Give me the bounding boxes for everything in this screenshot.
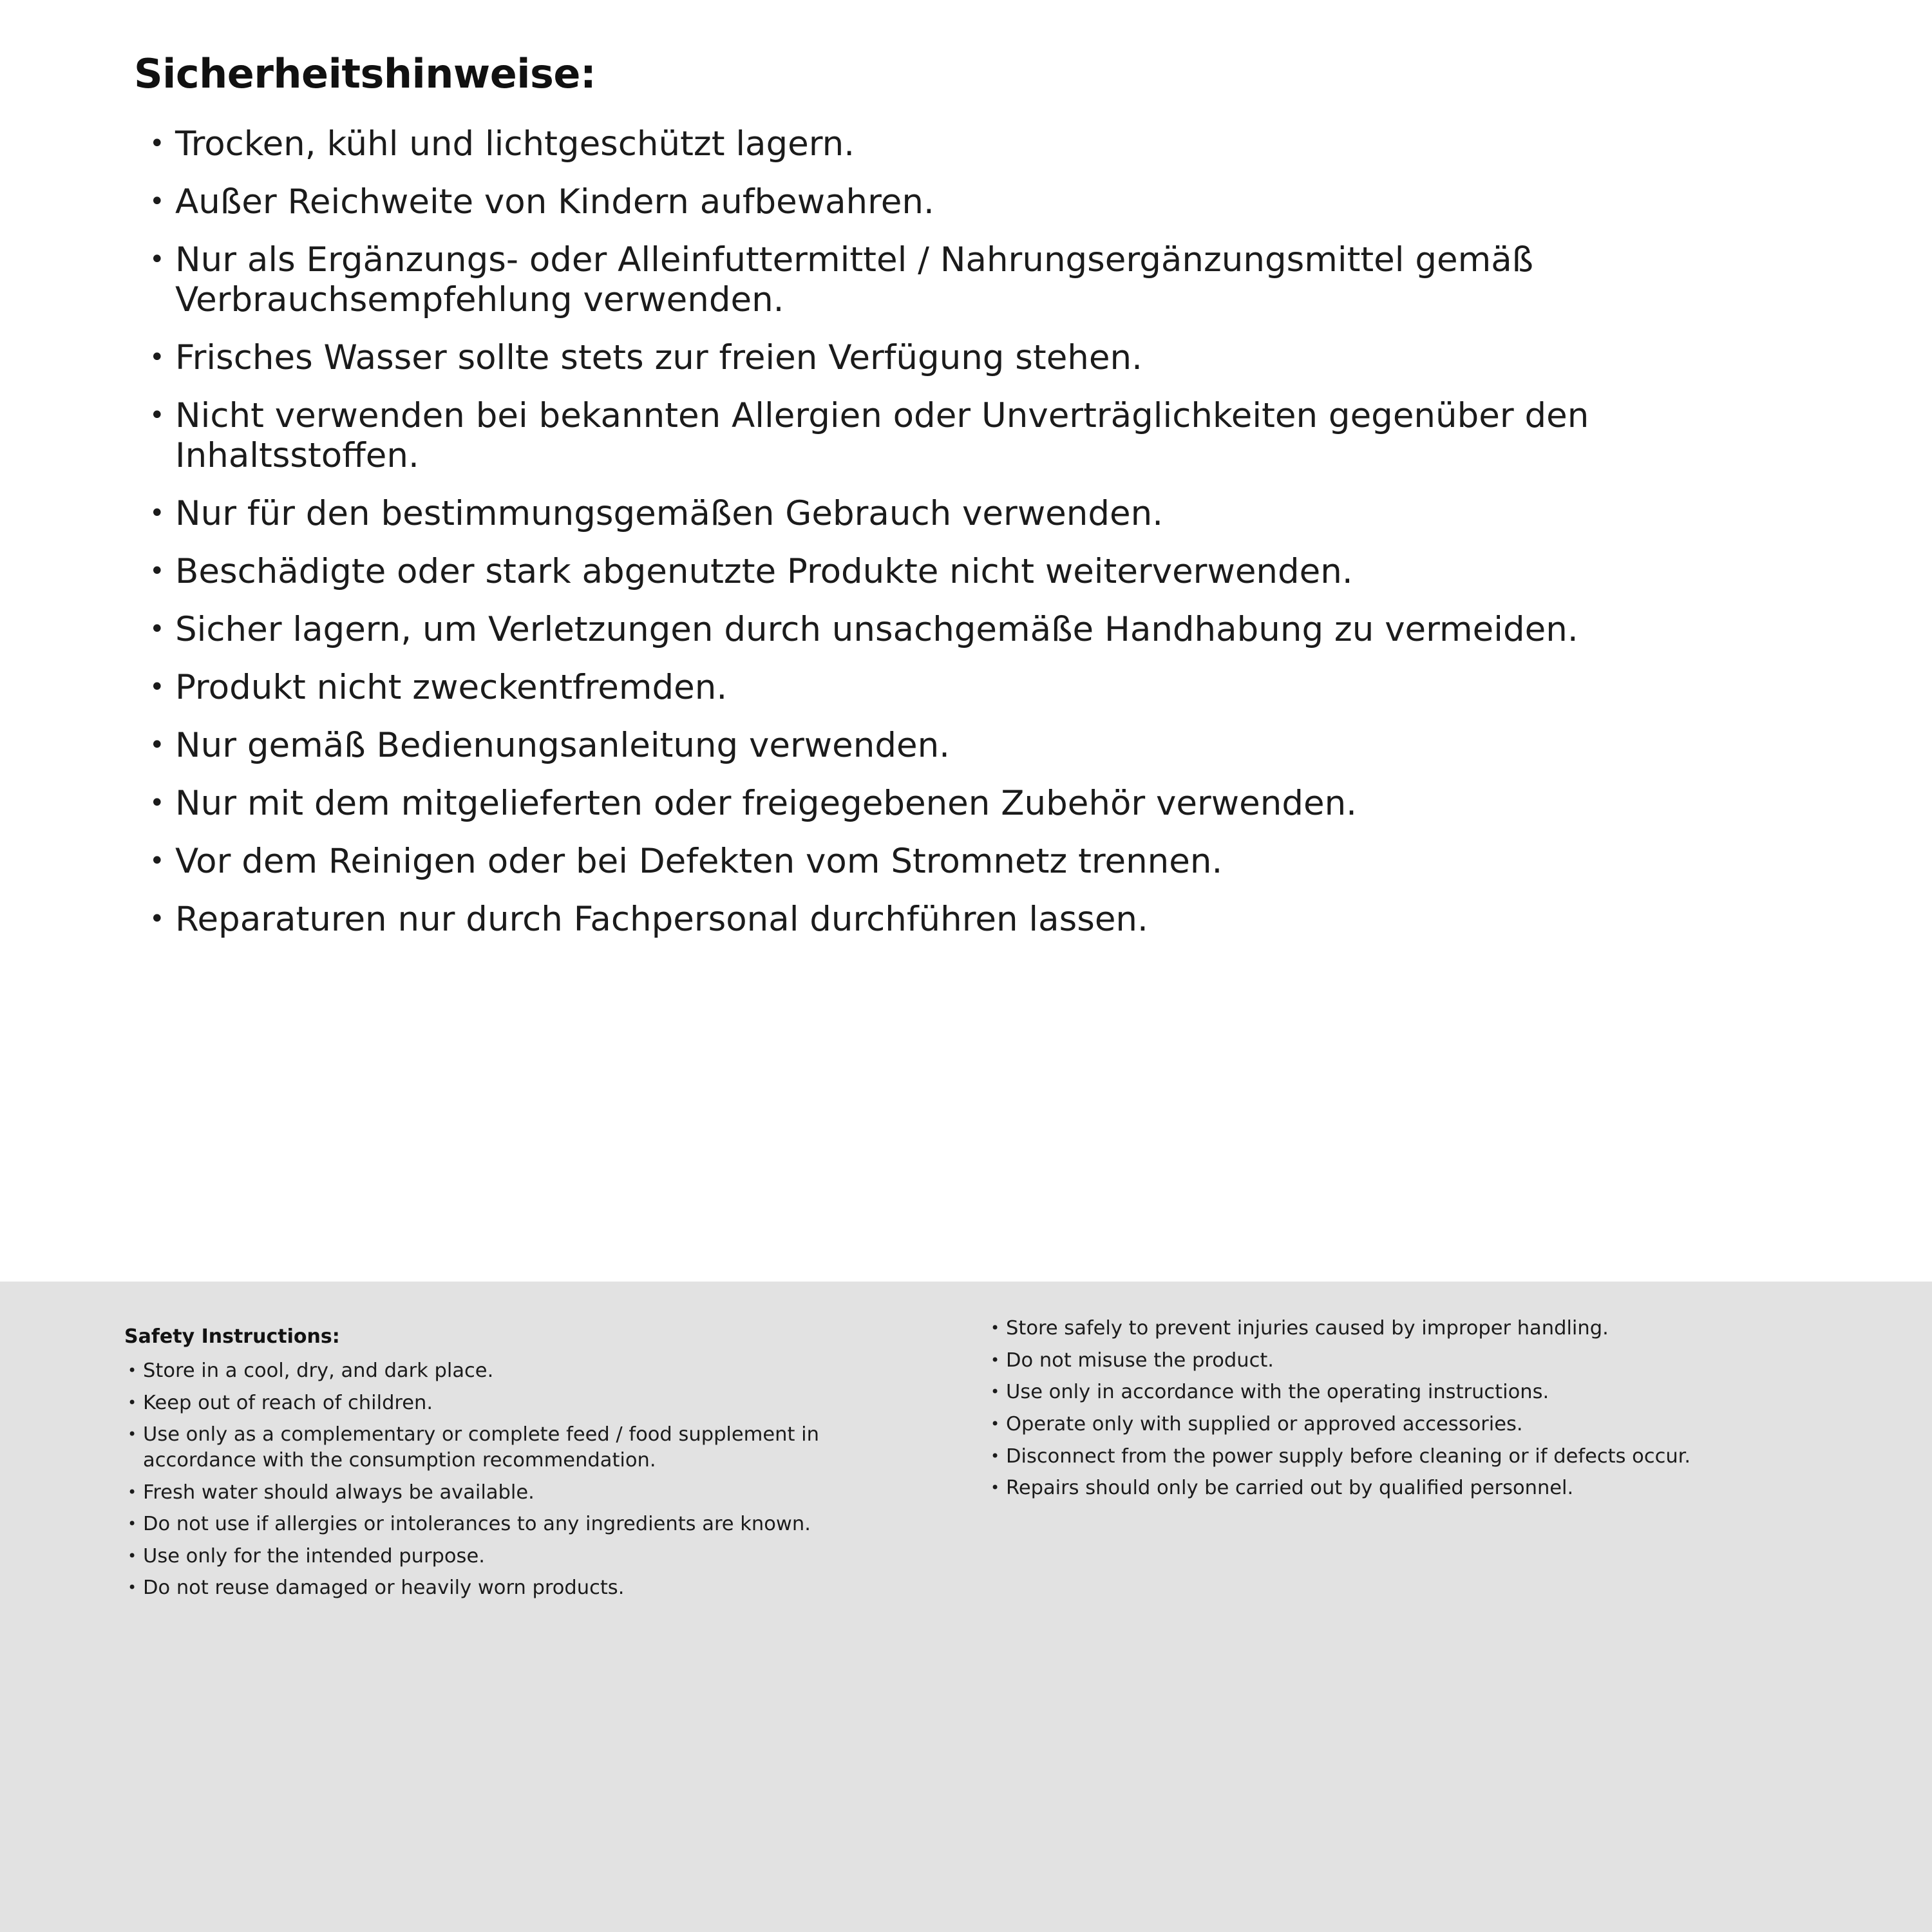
- bullet-icon: •: [149, 614, 165, 644]
- list-item-text: Sicher lagern, um Verletzungen durch unsachgemäße Handhabung zu vermeiden.: [175, 610, 1578, 649]
- list-item-text: Frisches Wasser sollte stets zur freien Verfügung stehen.: [175, 338, 1142, 377]
- list-item: [122, 1575, 927, 1601]
- english-left-column: [122, 1358, 927, 1607]
- bullet-icon: •: [128, 1546, 137, 1565]
- list-item: [122, 1511, 927, 1537]
- bullet-icon: •: [149, 904, 165, 934]
- list-item: [129, 240, 1835, 320]
- list-item: [129, 726, 1835, 766]
- bullet-icon: •: [149, 672, 165, 702]
- list-item: [129, 182, 1835, 222]
- list-item-text: Operate only with supplied or approved accessories.: [1006, 1412, 1523, 1435]
- list-item-text: Store in a cool, dry, and dark place.: [143, 1359, 494, 1382]
- list-item-text: Nur als Ergänzungs- oder Alleinfuttermittel / Nahrungsergänzungsmittel gemäß Verbrauchsempfehlung verwenden.: [175, 240, 1534, 319]
- list-item-text: Produkt nicht zweckentfremden.: [175, 668, 728, 707]
- list-item: [129, 900, 1835, 940]
- bullet-icon: •: [149, 730, 165, 760]
- list-item: [122, 1422, 927, 1473]
- list-item: [122, 1544, 927, 1569]
- list-item: [129, 124, 1835, 164]
- list-item-text: Außer Reichweite von Kindern aufbewahren.: [175, 182, 934, 222]
- bullet-icon: •: [149, 129, 165, 158]
- list-item: [129, 668, 1835, 708]
- english-section-heading: Safety Instructions:: [124, 1325, 340, 1348]
- bullet-icon: •: [128, 1393, 137, 1412]
- list-item: [985, 1316, 1790, 1341]
- list-item: [129, 784, 1835, 824]
- list-item-text: Do not misuse the product.: [1006, 1349, 1274, 1372]
- list-item: [122, 1358, 927, 1384]
- list-item-text: Use only as a complementary or complete feed / food supplement in accordance with the consumption recommendation.: [143, 1423, 819, 1472]
- list-item: [129, 610, 1835, 650]
- bullet-icon: •: [990, 1319, 1000, 1337]
- english-safety-section: [0, 1282, 1932, 1932]
- bullet-icon: •: [149, 401, 165, 430]
- bullet-icon: •: [149, 343, 165, 372]
- german-section-heading: Sicherheitshinweise:: [134, 50, 596, 97]
- list-item: [985, 1475, 1790, 1501]
- list-item-text: Do not reuse damaged or heavily worn products.: [143, 1577, 625, 1600]
- list-item: [129, 338, 1835, 378]
- list-item-text: Do not use if allergies or intolerances to any ingredients are known.: [143, 1513, 811, 1536]
- list-item-text: Repairs should only be carried out by qualified personnel.: [1006, 1477, 1574, 1500]
- list-item-text: Reparaturen nur durch Fachpersonal durchführen lassen.: [175, 900, 1148, 939]
- english-right-column: [985, 1316, 1790, 1508]
- bullet-icon: •: [149, 556, 165, 586]
- bullet-icon: •: [128, 1482, 137, 1501]
- list-item: [129, 396, 1835, 476]
- list-item-text: Vor dem Reinigen oder bei Defekten vom Stromnetz trennen.: [175, 842, 1223, 881]
- bullet-icon: •: [128, 1361, 137, 1379]
- bullet-icon: •: [128, 1425, 137, 1444]
- list-item-text: Use only for the intended purpose.: [143, 1544, 485, 1567]
- bullet-icon: •: [128, 1578, 137, 1597]
- list-item: [122, 1390, 927, 1416]
- list-item: [985, 1348, 1790, 1374]
- bullet-icon: •: [149, 245, 165, 274]
- list-item-text: Beschädigte oder stark abgenutzte Produkte nicht weiterverwenden.: [175, 552, 1353, 591]
- bullet-icon: •: [990, 1446, 1000, 1465]
- list-item-text: Store safely to prevent injuries caused by improper handling.: [1006, 1317, 1609, 1340]
- bullet-icon: •: [149, 498, 165, 528]
- bullet-icon: •: [149, 788, 165, 818]
- bullet-icon: •: [128, 1515, 137, 1533]
- list-item: [129, 494, 1835, 534]
- list-item: [985, 1444, 1790, 1470]
- list-item-text: Use only in accordance with the operating instructions.: [1006, 1381, 1549, 1404]
- list-item-text: Nur für den bestimmungsgemäßen Gebrauch verwenden.: [175, 494, 1164, 533]
- list-item-text: Fresh water should always be available.: [143, 1481, 535, 1504]
- bullet-icon: •: [990, 1383, 1000, 1401]
- list-item-text: Keep out of reach of children.: [143, 1391, 433, 1414]
- list-item-text: Nur gemäß Bedienungsanleitung verwenden.: [175, 726, 951, 765]
- bullet-icon: •: [149, 846, 165, 876]
- english-safety-list-left: [122, 1358, 927, 1601]
- list-item: [129, 552, 1835, 592]
- bullet-icon: •: [990, 1350, 1000, 1369]
- english-safety-list-right: [985, 1316, 1790, 1501]
- list-item-text: Nicht verwenden bei bekannten Allergien oder Unverträglichkeiten gegenüber den Inhaltsstoffen.: [175, 396, 1589, 475]
- bullet-icon: •: [149, 187, 165, 216]
- bullet-icon: •: [990, 1479, 1000, 1497]
- list-item: [985, 1379, 1790, 1405]
- list-item: [985, 1412, 1790, 1437]
- german-safety-list: [129, 124, 1835, 940]
- bullet-icon: •: [990, 1414, 1000, 1433]
- list-item-text: Disconnect from the power supply before cleaning or if defects occur.: [1006, 1444, 1691, 1468]
- list-item-text: Trocken, kühl und lichtgeschützt lagern.: [175, 124, 855, 164]
- list-item-text: Nur mit dem mitgelieferten oder freigegebenen Zubehör verwenden.: [175, 784, 1358, 823]
- list-item: [122, 1480, 927, 1506]
- list-item: [129, 842, 1835, 882]
